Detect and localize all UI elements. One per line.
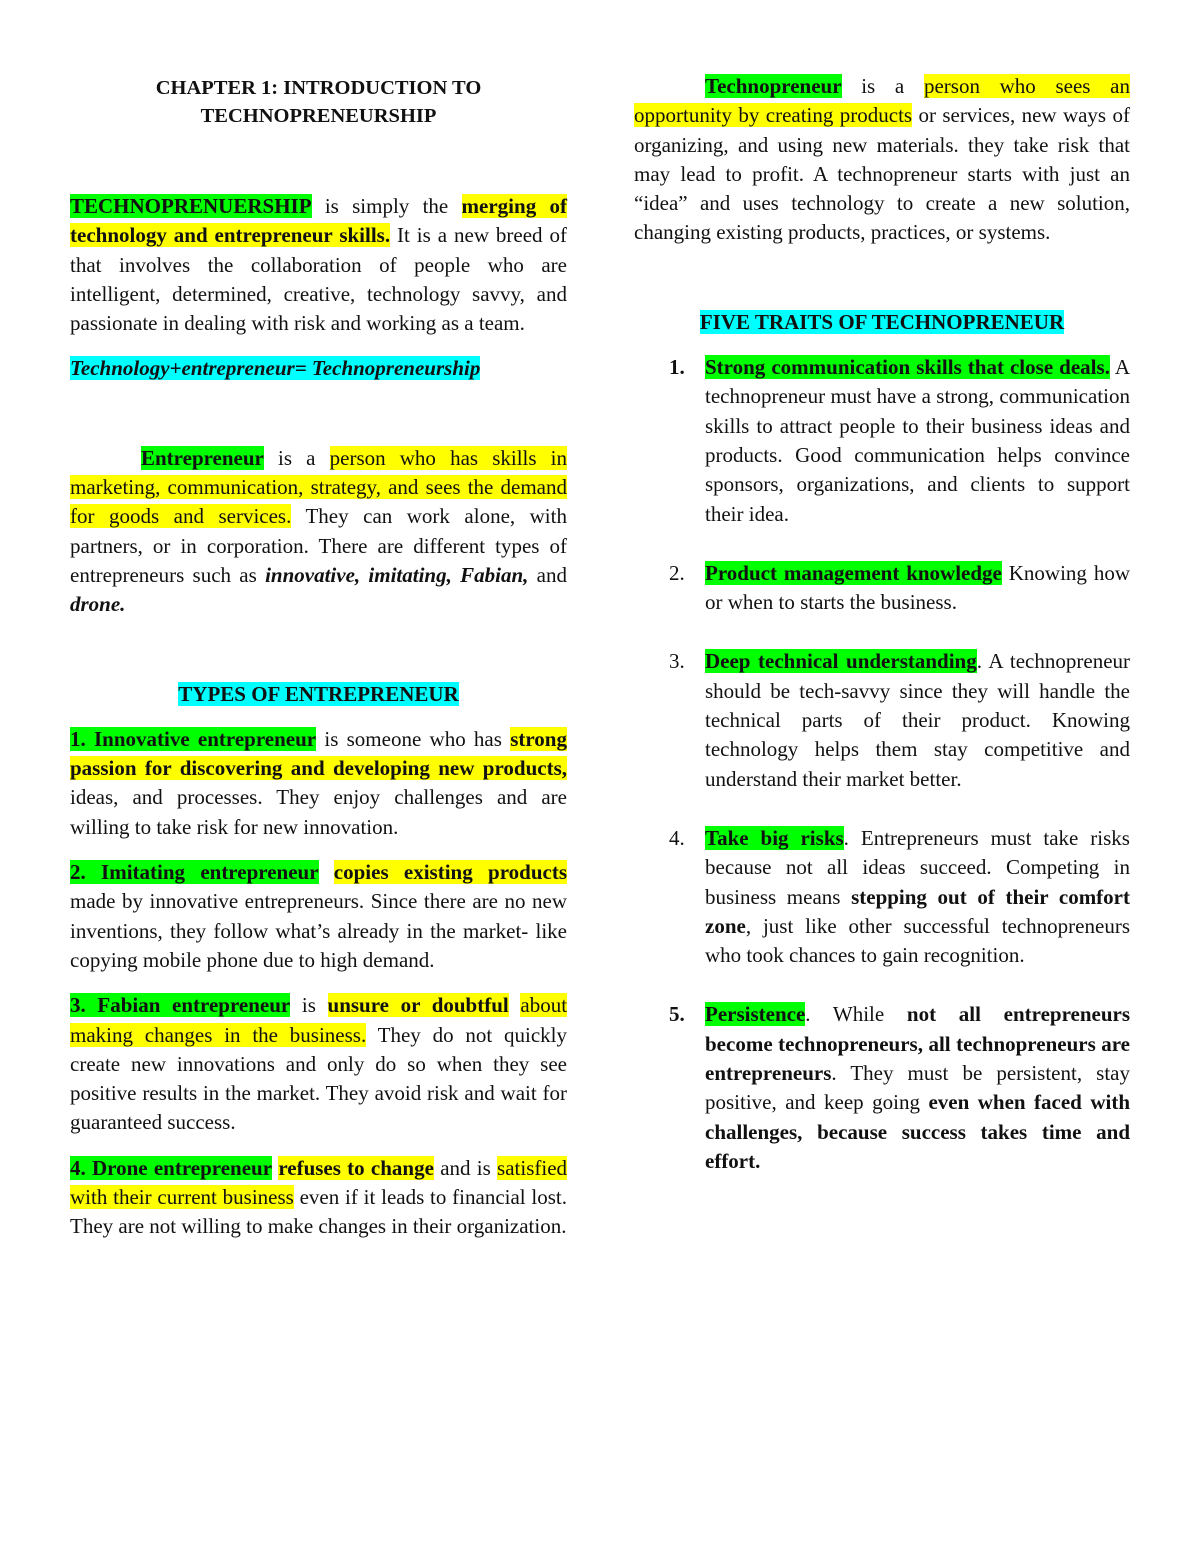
type-imitating: 2. Imitating entrepreneur copies existing products made by innovative entrepreneurs. Since there are no new inventions, they follow what’s already in the market- like copying mobile phone due to high demand. [70, 860, 567, 972]
term-technopreneur: Technopreneur [705, 74, 842, 98]
chapter-title-line1: CHAPTER 1: INTRODUCTION TO [155, 77, 482, 99]
chapter-title-line2: TECHNOPRENEURSHIP [200, 105, 437, 127]
chapter-title [70, 74, 567, 130]
traits-heading: FIVE TRAITS OF TECHNOPRENEUR [699, 309, 1065, 334]
highlight-entrepreneur-skills: person who has skills in marketing, communication, strategy, and sees the demand for goods and services. [70, 445, 568, 529]
term-technopreneurship: TECHNOPRENUERSHIP [70, 194, 312, 218]
trait-item-technical: 3. Deep technical understanding. A technopreneur should be tech-savvy since they will handle the technical parts of their product. Knowing technology helps them stay competitive and understand their market better. [669, 649, 1131, 791]
formula: Technology+entrepreneur= Technopreneurship [70, 356, 481, 381]
trait-item-communication: 1. Strong communication skills that close deals. A technopreneur must have a strong, communication skills to attract people to their business ideas and products. Good communication helps convince sponsors, organizations, and clients to support their idea. [669, 355, 1131, 526]
highlight-merging: merging of technology and entrepreneur skills. [70, 194, 567, 248]
type-drone: 4. Drone entrepreneur refuses to change and is satisfied with their current business even if it leads to financial lost. They are not willing to make changes in their organization. [70, 1155, 568, 1239]
entrepreneur-definition: Entrepreneur is a person who has skills in marketing, communication, strategy, and sees the demand for goods and services. They can work alone, with partners, or in corporation. There are different types of entrepreneurs such as innovative, imitating, Fabian, and drone. [70, 445, 568, 617]
trait-item-persistence: 5. Persistence. While not all entrepreneurs become technopreneurs, all technopreneurs are entrepreneurs. They must be persistent, stay positive, and keep going even when faced with challenges, because success takes time and effort. [669, 1002, 1131, 1173]
technopreneurship-definition: TECHNOPRENUERSHIP is simply the merging of technology and entrepreneur skills. It is a new breed of that involves the collaboration of people who are intelligent, determined, creative, technology savvy, and passionate in dealing with risk and working as a team. [70, 194, 567, 336]
right-column [634, 72, 1130, 1176]
trait-item-risks: 4. Take big risks. Entrepreneurs must take risks because not all ideas succeed. Competing in business means stepping out of their comfort zone, just like other successful technopreneurs who took chances to gain recognition. [669, 825, 1130, 968]
term-entrepreneur: Entrepreneur [141, 445, 264, 470]
highlight-technopreneur-opportunity: person who sees an opportunity by creating products [634, 74, 1130, 128]
trait-item-product-management: 2. Product management knowledge Knowing how or when to starts the business. [669, 560, 1130, 615]
types-heading: TYPES OF ENTREPRENEUR [178, 681, 459, 706]
type-fabian: 3. Fabian entrepreneur is unsure or doubtful about making changes in the business. They do not quickly create new innovations and only do so when they see positive results in the market. They avoid risk and wait for guaranteed success. [70, 993, 568, 1135]
type-innovative: 1. Innovative entrepreneur is someone who has strong passion for discovering and developing new products, ideas, and processes. They enjoy challenges and are willing to take risk for new innovation. [70, 726, 567, 839]
left-column [70, 72, 567, 1242]
traits-list [634, 353, 1130, 1176]
technopreneur-definition: Technopreneur is a person who sees an opportunity by creating products or services, new ways of organizing, and using new materials. they take risk that may lead to profit. A technopreneur starts with just an “idea” and uses technology to create a new solution, changing existing products, practices, or systems. [634, 74, 1130, 245]
